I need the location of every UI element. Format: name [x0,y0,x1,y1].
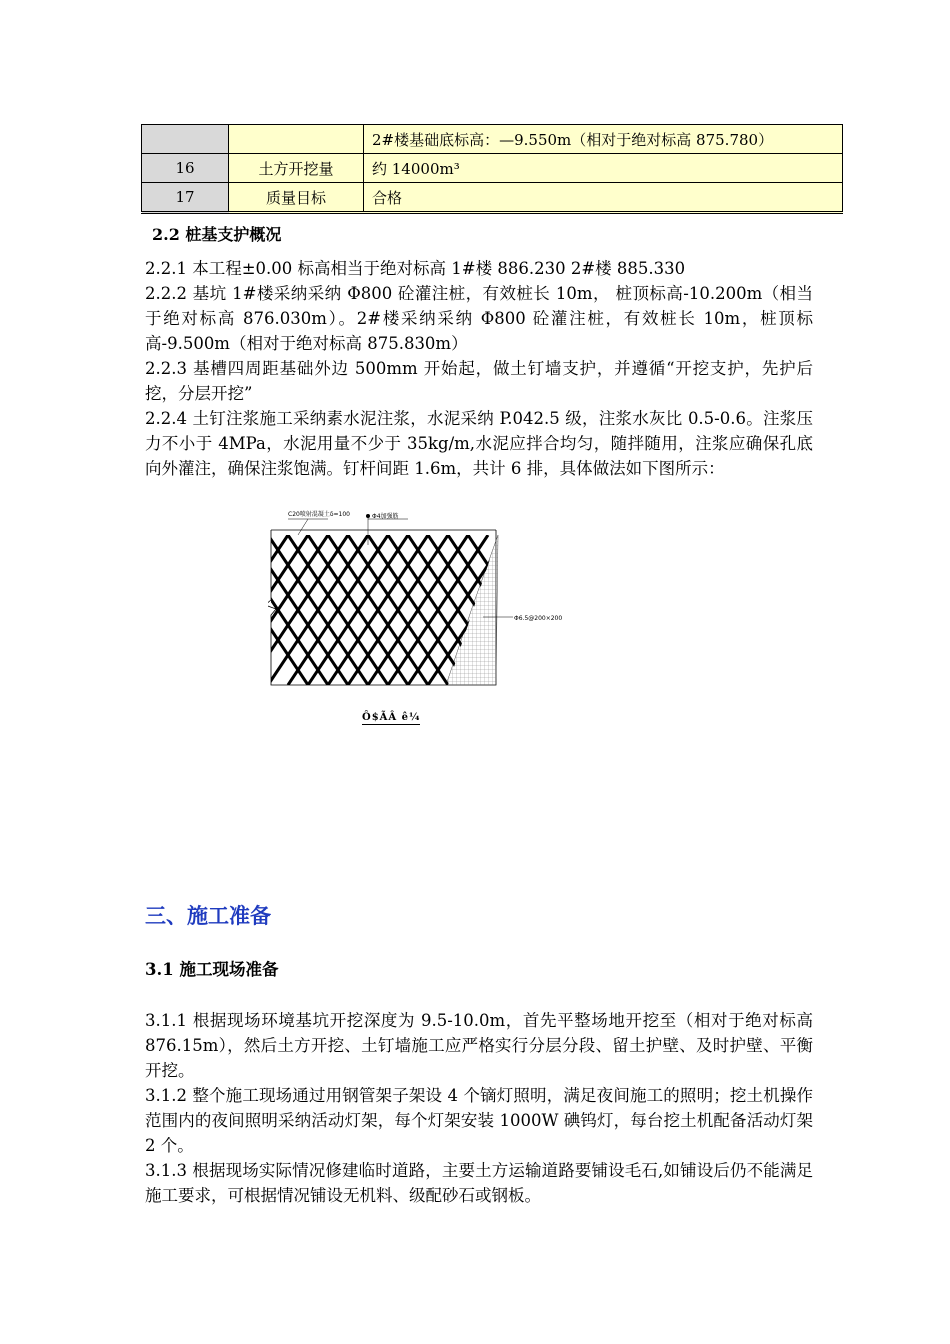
table-cell-item: 质量目标 [229,183,364,213]
table-cell-item: 土方开挖量 [229,154,364,183]
label-steel-mesh: Φ6.5@200×200 [514,615,563,622]
label-shotcrete: C20喷射混凝土δ=100 [288,511,350,518]
paragraph-2-2-3: 2.2.3 基槽四周距基础外边 500mm 开始起，做土钉墙支护，并遵循“开挖支护，先护后挖，分层开挖” [145,359,813,403]
table-cell-value: 合格 [364,183,843,213]
table-cell-item [229,125,364,154]
table-cell-value: 2#楼基础底标高：—9.550m（相对于绝对标高 875.780） [364,125,843,154]
paragraph-3-1-3: 3.1.3 根据现场实际情况修建临时道路，主要土方运输道路要铺设毛石,如铺设后仍不能满足施工要求，可根据情况铺设无机料、级配砂石或钢板。 [145,1161,813,1205]
paragraph-3-1-1: 3.1.1 根据现场环境基坑开挖深度为 9.5-10.0m，首先平整场地开挖至（相对于绝对标高 876.15m），然后土方开挖、土钉墙施工应严格实行分层分段、留土护壁、及时护壁、平衡开挖。 [145,1011,813,1080]
project-info-table [141,124,843,214]
paragraph-2-2-2: 2.2.2 基坑 1#楼采纳采纳 Φ800 砼灌注桩，有效桩长 10m， 桩顶标高-10.200m（相当于绝对标高 876.030m）。2#楼采纳采纳 Φ800 砼灌注桩，有效桩长 10m，桩顶标高-9.500m（相对于绝对标高 875.830m） [145,284,813,353]
table-row [142,183,843,213]
figure-caption: Ô$ÃÂ ê¼ [362,712,421,723]
table-cell-number [142,125,229,154]
label-reinforcing-bar: Φ4加强筋 [372,513,399,520]
table-cell-number: 16 [142,154,229,183]
table-cell-number: 17 [142,183,229,213]
section-heading-3-1: 3.1 施工现场准备 [145,960,279,979]
paragraph-2-2-4: 2.2.4 土钉注浆施工采纳素水泥注浆，水泥采纳 P.042.5 级，注浆水灰比 0.5-0.6。注浆压力不小于 4MPa，水泥用量不少于 35kg/m,水泥应拌合均匀，随拌随用，注浆应确保孔底向外灌注，确保注浆饱满。钉杆间距 1.6m，共计 6 排，具体做法如下图所示： [145,409,813,478]
soil-nail-wall-diagram [268,505,568,730]
table-row [142,125,843,154]
section-heading-2-2: 2.2 桩基支护概况 [152,225,282,244]
table-row [142,154,843,183]
table-cell-value: 约 14000m³ [364,154,843,183]
paragraph-3-1-2: 3.1.2 整个施工现场通过用钢管架子架设 4 个镝灯照明，满足夜间施工的照明；挖土机操作范围内的夜间照明采纳活动灯架，每个灯架安装 1000W 碘钨灯，每台挖土机配备活动灯架 2 个。 [145,1086,813,1155]
chapter-heading: 三、施工准备 [145,903,271,928]
paragraph-2-2-1: 2.2.1 本工程±0.00 标高相当于绝对标高 1#楼 886.230 2#楼 885.330 [145,259,686,278]
